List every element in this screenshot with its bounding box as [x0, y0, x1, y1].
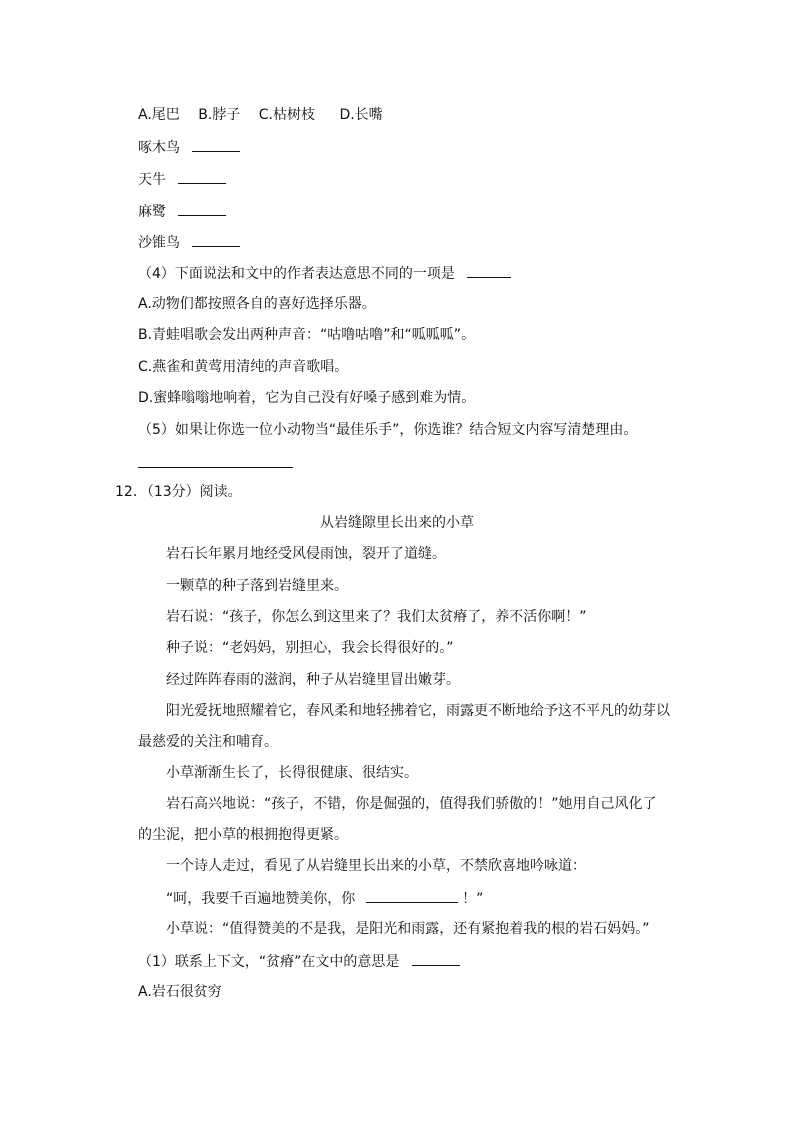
passage-paragraph: 阳光爱抚地照耀着它，春风柔和地轻拂着它，雨露更不断地给予这不平凡的幼芽以	[166, 703, 670, 719]
q3-item-label: 天牛	[138, 172, 166, 188]
answer-blank[interactable]	[192, 137, 240, 152]
q12-sub1-option-a: A.岩石很贫穷	[138, 984, 222, 1000]
poem-answer-blank[interactable]	[366, 888, 458, 903]
answer-blank[interactable]	[192, 232, 240, 247]
passage-title: 从岩缝隙里长出来的小草	[320, 515, 474, 531]
passage-paragraph: 小草渐渐生长了，长得很健康、很结实。	[166, 765, 418, 781]
passage-paragraph: 经过阵阵春雨的滋润，种子从岩缝里冒出嫩芽。	[166, 672, 460, 688]
passage-paragraph: 小草说：“值得赞美的不是我，是阳光和雨露，还有紧抱着我的根的岩石妈妈。”	[166, 921, 650, 937]
q4-option-d: D.蜜蜂嗡嗡地响着，它为自己没有好嗓子感到难为情。	[138, 390, 476, 406]
poem-suffix: ！”	[462, 891, 484, 907]
passage-paragraph-continuation: 的尘泥，把小草的根拥抱得更紧。	[138, 827, 348, 843]
q3-item-label: 啄木鸟	[138, 140, 180, 156]
q3-option-c: C.枯树枝	[258, 107, 315, 123]
q3-options	[138, 105, 397, 125]
q4-stem-row	[138, 263, 511, 284]
q3-item-row	[138, 137, 240, 158]
q3-item-row	[138, 169, 226, 190]
q4-option-a: A.动物们都按照各自的喜好选择乐器。	[138, 296, 376, 312]
q5-stem: （5）如果让你选一位小动物当“最佳乐手”，你选谁？结合短文内容写清楚理由。	[138, 422, 638, 438]
q4-stem: （4）下面说法和文中的作者表达意思不同的一项是	[138, 266, 455, 282]
passage-paragraph-continuation: 最慈爱的关注和哺育。	[138, 734, 278, 750]
q4-option-b: B.青蛙唱歌会发出两种声音：“咕噜咕噜”和“呱呱呱”。	[138, 327, 476, 343]
passage-paragraph: 岩石说：“孩子，你怎么到这里来了？我们太贫瘠了，养不活你啊！”	[166, 609, 587, 625]
q5-answer-line[interactable]	[138, 467, 293, 468]
q3-item-label: 麻鹭	[138, 204, 166, 220]
answer-blank[interactable]	[412, 951, 460, 966]
q4-option-c: C.燕雀和黄莺用清纯的声音歌唱。	[138, 359, 349, 375]
passage-paragraph: 一个诗人走过，看见了从岩缝里长出来的小草，不禁欣喜地吟咏道：	[166, 858, 586, 874]
answer-blank[interactable]	[178, 169, 226, 184]
passage-paragraph: 岩石高兴地说：“孩子，不错，你是倔强的，值得我们骄傲的！”她用自己风化了	[166, 796, 657, 812]
answer-blank[interactable]	[467, 263, 511, 278]
passage-paragraph: 岩石长年累月地经受风侵雨蚀，裂开了道缝。	[166, 546, 446, 562]
q3-item-row	[138, 232, 240, 253]
poem-prefix: “呵，我要千百遍地赞美你，你	[166, 891, 356, 907]
q3-option-a: A.尾巴	[138, 107, 180, 123]
poem-line	[166, 888, 483, 909]
passage-paragraph: 种子说：“老妈妈，别担心，我会长得很好的。”	[166, 640, 454, 656]
q12-sub1-row	[138, 951, 460, 972]
answer-blank[interactable]	[178, 201, 226, 216]
q3-item-row	[138, 201, 226, 222]
q12-header: 12．（13分）阅读。	[115, 484, 242, 500]
q3-option-b: B.脖子	[198, 107, 241, 123]
q3-option-d: D.长嘴	[339, 107, 383, 123]
q3-item-label: 沙锥鸟	[138, 235, 180, 251]
passage-paragraph: 一颗草的种子落到岩缝里来。	[166, 578, 348, 594]
q12-sub1-stem: （1）联系上下文，“贫瘠”在文中的意思是	[138, 954, 400, 970]
